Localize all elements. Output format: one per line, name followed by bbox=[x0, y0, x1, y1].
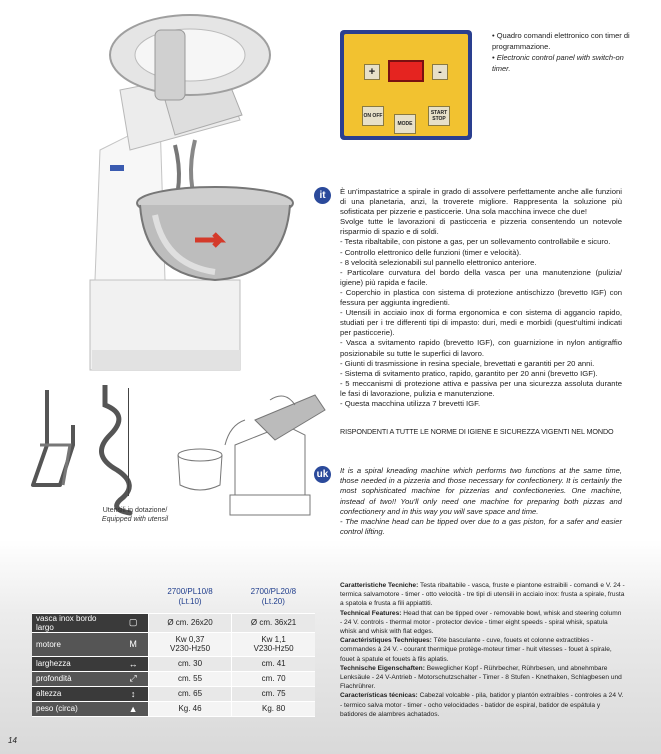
tools-caption-it: Utensili in dotazione/ bbox=[102, 507, 168, 514]
tech-entry-text: Testa ribaltabile - vasca, fruste e piantone estraibili - comandi e V. 24 - termica salvamotore - timer - otto velocità - tre tipi di utensili in acciaio inox: frusta a spirale, frusta a spatola e frusta a fili appiattiti. bbox=[340, 582, 625, 608]
tools-caption bbox=[75, 506, 195, 524]
spec-value: cm. 70 bbox=[232, 671, 315, 686]
spec-label: peso (circa) bbox=[32, 701, 118, 716]
spec-value-power: Kw 0,37 bbox=[175, 635, 205, 644]
model-1-name: 2700/PL10/8 bbox=[167, 586, 213, 596]
tech-entry bbox=[340, 664, 625, 692]
height-arrow-icon: ↕ bbox=[118, 686, 148, 701]
description-it-line: - Particolare curvatura del bordo della vasca per una manutenzione (pulizia/ igiene) più rapida e facile. bbox=[340, 267, 622, 287]
description-it-line: - Questa macchina utilizza 7 brevetti IGF. bbox=[340, 398, 481, 408]
technical-characteristics bbox=[340, 581, 625, 719]
spec-value bbox=[148, 632, 231, 656]
description-it-line: - 5 meccanismi di protezione attiva e passiva per una sicurezza assoluta durante le fasi di lavorazione, pulizia e manutenzione. bbox=[340, 378, 622, 398]
tech-entry-title: Caractéristiques Techniques: bbox=[340, 637, 432, 645]
uk-flag-badge: uk bbox=[314, 466, 331, 483]
bowl-icon: ▢ bbox=[118, 613, 148, 632]
norme-statement: RISPONDENTI A TUTTE LE NORME DI IGIENE E SICUREZZA VIGENTI NEL MONDO bbox=[340, 427, 614, 436]
model-2-capacity: (Lt.20) bbox=[261, 596, 285, 606]
spec-row-bowl bbox=[32, 613, 315, 632]
depth-arrow-icon: ⤢ bbox=[118, 671, 148, 686]
spec-value: cm. 55 bbox=[148, 671, 231, 686]
panel-note-it: • Quadro comandi elettronico con timer di programmazione. bbox=[492, 31, 630, 51]
description-it-line: - 8 velocità selezionabili sul pannello elettronico anteriore. bbox=[340, 257, 537, 267]
spec-value-voltage: V230-Hz50 bbox=[253, 644, 294, 653]
description-it-line: - Vasca a svitamento rapido (brevetto IGF), con guarnizione in nylon antigraffio posizionabile su tutte le superfici di lavoro. bbox=[340, 338, 622, 358]
weight-icon: ▲ bbox=[118, 701, 148, 716]
specs-table bbox=[32, 581, 315, 717]
start-stop-button: START STOP bbox=[428, 106, 450, 126]
panel-display bbox=[388, 60, 424, 82]
description-it-line: - Sistema di svitamento pratico, rapido, garantito per 20 anni (brevetto IGF). bbox=[340, 368, 598, 378]
spec-value: Ø cm. 26x20 bbox=[148, 613, 231, 632]
spec-label: motore bbox=[32, 632, 118, 656]
description-it-line: - Controllo elettronico delle funzioni (timer e velocità). bbox=[340, 247, 522, 257]
tech-entry bbox=[340, 609, 625, 637]
panel-note-en: • Electronic control panel with switch-on timer. bbox=[492, 53, 624, 73]
description-it-line: - Giunti di trasmissione in resina speciale, brevettati e garantiti per 20 anni. bbox=[340, 358, 595, 368]
italian-flag-badge: it bbox=[314, 187, 331, 204]
spec-value-power: Kw 1,1 bbox=[261, 635, 286, 644]
tech-entry-title: Technische Eigenschaften: bbox=[340, 664, 425, 672]
specs-header-row bbox=[32, 581, 315, 613]
tools-divider bbox=[128, 388, 129, 496]
tech-entry-text: Beweglicher Kopf - Rührbecher, Rührbesen, und abnehmbare Lenksäule - 24 V-Antrieb - Motorschutzschalter - Timer - 8 Stufen - Knethaken, Schlagbesen und Flachrührer. bbox=[340, 664, 622, 691]
tools-illustration bbox=[25, 385, 345, 525]
tech-entry-title: Caratteristiche Tecniche: bbox=[340, 582, 419, 589]
tech-entry-title: Technical Features: bbox=[340, 609, 402, 617]
tech-entry-text: Head that can be tipped over - removable bowl, whisk and steering column - 24 V. controls - thermal motor - protector device - timer eight speeds - spiral whisk, spatula whisk and whisk with flat edges. bbox=[340, 609, 622, 636]
spec-row-width bbox=[32, 656, 315, 671]
spec-label: altezza bbox=[32, 686, 118, 701]
spec-value: Ø cm. 36x21 bbox=[232, 613, 315, 632]
model-1-capacity: (Lt.10) bbox=[178, 596, 202, 606]
spec-row-height bbox=[32, 686, 315, 701]
spec-label: profondità bbox=[32, 671, 118, 686]
description-it-line: - Testa ribaltabile, con pistone a gas, per un sollevamento controllabile e sicuro. bbox=[340, 237, 611, 247]
spec-value bbox=[232, 632, 315, 656]
tech-entry-text: Tête basculante - cuve, fouets et colonne extractibles - commandes à 24 V. - courant thermique protège-moteur timer - huit vitesses - fouet à spirale, fouet à spatule et fouets à fils aplatis. bbox=[340, 637, 612, 663]
width-arrow-icon: ↔ bbox=[118, 656, 148, 671]
tools-caption-en: Equipped with utensil bbox=[101, 516, 169, 523]
spec-value: cm. 65 bbox=[148, 686, 231, 701]
description-uk-line: It is a spiral kneading machine which performs two functions at the same time, those needed in a pizzeria and those necessary for confectionery. It is certainly the most sophisticated machine for pizzerias and confectioneries. One machine, instead of two!! You'll only need one machine for preparing both pizzas and confectionery and in this way you will save space and time. bbox=[340, 466, 622, 516]
spec-value: Kg. 80 bbox=[232, 701, 315, 716]
onoff-button: ON OFF bbox=[362, 106, 384, 126]
motor-icon: M bbox=[118, 632, 148, 656]
spec-value: cm. 75 bbox=[232, 686, 315, 701]
description-uk bbox=[340, 466, 622, 537]
plus-button: + bbox=[364, 64, 380, 80]
spec-value: Kg. 46 bbox=[148, 701, 231, 716]
control-panel-image bbox=[340, 30, 472, 140]
mode-button: MODE bbox=[394, 114, 416, 134]
description-it bbox=[340, 187, 622, 409]
minus-button: - bbox=[432, 64, 448, 80]
spec-value-voltage: V230-Hz50 bbox=[170, 644, 211, 653]
spiral-mixer-illustration bbox=[70, 10, 310, 380]
description-it-line: - Coperchio in plastica con sistema di protezione antischizzo (brevetto IGF) con fessura per aggiunta ingredienti. bbox=[340, 287, 622, 308]
model-2-name: 2700/PL20/8 bbox=[250, 586, 297, 596]
description-it-line: È un'impastatrice a spirale in grado di assolvere perfettamente anche alle funzioni di una planetaria, anzi, la troverete migliore. Rappresenta la soluzione più sofisticata per pizzerie e pasticcerie. Una sola macchina invece che due! bbox=[340, 187, 622, 217]
tech-entry-title: Características técnicas: bbox=[340, 692, 418, 700]
tech-entry-text: Cabezal volcable - pila, batidor y plantón extraíbles - controles a 24 V. - termico salva motor - timer - ocho velocidades - batidor de espiral, batidor de espátula y batidores de alambres achatados. bbox=[340, 692, 624, 718]
spec-value: cm. 30 bbox=[148, 656, 231, 671]
spec-row-weight bbox=[32, 701, 315, 716]
tech-entry bbox=[340, 636, 625, 664]
spec-row-depth bbox=[32, 671, 315, 686]
model-2-header bbox=[232, 581, 315, 613]
tech-entry bbox=[340, 581, 625, 609]
description-it-line: Svolge tutte le lavorazioni di pasticceria e pizzeria consentendo un notevole risparmio di spazio e di soldi. bbox=[340, 217, 622, 237]
panel-notes bbox=[492, 30, 642, 74]
tech-entry bbox=[340, 691, 625, 719]
spec-row-motor bbox=[32, 632, 315, 656]
description-it-line: - Utensili in acciaio inox di forma ergonomica e con sistema di aggancio rapido, studiati per i tre differenti tipi di impasto: duri, medi e morbidi (quest'ultimi indicati per pasticcerie). bbox=[340, 308, 622, 338]
page-number: 14 bbox=[8, 736, 17, 745]
model-1-header bbox=[148, 581, 231, 613]
description-uk-line: - The machine head can be tipped over due to a gas piston, for a safer and easier control lifting. bbox=[340, 517, 622, 537]
spec-value: cm. 41 bbox=[232, 656, 315, 671]
spec-label: larghezza bbox=[32, 656, 118, 671]
spec-label: vasca inox bordo largo bbox=[32, 613, 118, 632]
